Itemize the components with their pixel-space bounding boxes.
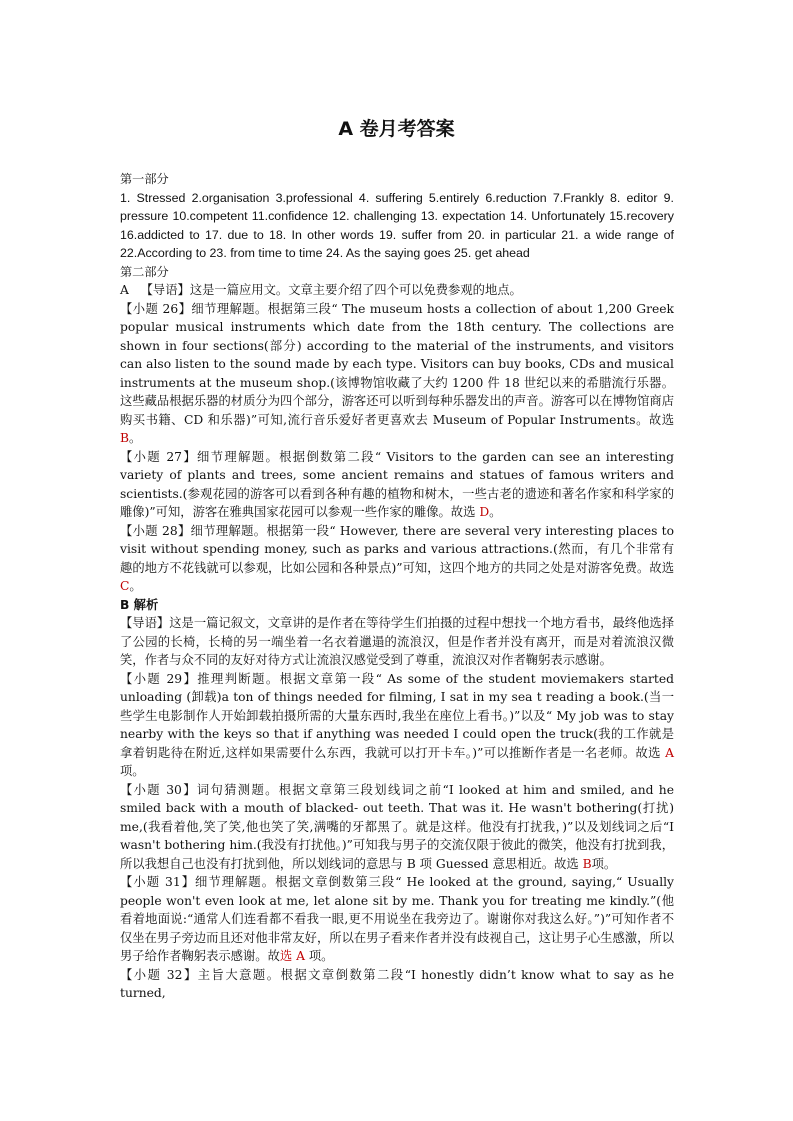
- passage-a-label: A: [120, 283, 129, 297]
- part2-heading: 第二部分: [120, 264, 169, 279]
- question-30-end: 项。: [591, 856, 617, 871]
- question-32-text: 主旨大意题。根据文章倒数第二段“I honestly didn’t know what to say as he turned,: [120, 967, 674, 1000]
- question-28-answer: C: [120, 579, 130, 593]
- question-30-text: 词句猜测题。根据文章第三段划线词之前“I looked at him and smiled, and he smiled back with a mouth of blacked- out teeth. That was it. He wasn't bothering(打扰) me,(我看着他,笑了笑,他也笑了笑,满嘴的牙都黑了。就是这样。他没有打扰我，)”以及划线词之后“I wasn't bothering him.(我没有打扰他。)”可知我与男子的交流仅限于彼此的微笑，他没有打扰到我，所以我想自己也没有打扰到他，所以划线词的意思与 B 项 Guessed 意思相近。故选: [120, 782, 674, 871]
- question-26-answer: B: [120, 431, 130, 445]
- question-28-end: 。: [129, 579, 142, 593]
- question-31-label: 【小题 31】: [120, 875, 196, 889]
- question-27-text: 细节理解题。根据倒数第二段“ Visitors to the garden can see an interesting variety of plants and trees, some ancient remains and statues of famous writers and scientists.(参观花园的游客可以看到各种有趣的植物和树木，一些古老的遗迹和著名作家和科学家的雕像)”可知，游客在雅典国家花园可以参观一些作家的雕像。故选: [120, 449, 674, 519]
- document-body: [120, 170, 674, 1003]
- question-30-answer: B: [582, 856, 592, 871]
- question-28: [120, 522, 674, 596]
- part1-answers: 1. Stressed 2.organisation 3.professional 4. suffering 5.entirely 6.reduction 7.Frankly 8. editor 9. pressure 10.competent 11.confidence 12. challenging 13. expectation 14. Unfortunately 15.recovery 16.addicted to 17. due to 18. In other words 19. suffer from 20. in particular 21. a wide range of 22.According to 23. from time to time 24. As the saying goes 25. get ahead: [120, 190, 674, 260]
- question-27: [120, 448, 674, 522]
- question-31-text: 细节理解题。根据文章倒数第三段“ He looked at the ground, saying,“ Usually people won't even look at me, let alone sit by me. Thank you for treating me kindly.”(他看着地面说:“通常人们连看都不看我一眼,更不用说坐在我旁边了。谢谢你对我这么好。”)”可知作者不仅坐在男子旁边而且还对他非常友好，所以在男子看来作者并没有歧视自己，这让男子心生感激，所以男子给作者鞠躬表示感谢。故: [120, 875, 675, 963]
- passage-b-intro: 【导语】这是一篇记叙文，文章讲的是作者在等待学生们拍摄的过程中想找一个地方看书，最终他选择了公园的长椅，长椅的另一端坐着一名衣着邋遢的流浪汉，但是作者并没有离开，而是对着流浪汉微笑，作者与众不同的友好对待方式让流浪汉感觉受到了尊重，流浪汉对作者鞠躬表示感谢。: [120, 616, 674, 667]
- question-27-answer: D: [479, 505, 490, 519]
- question-26-label: 【小题 26】: [120, 301, 192, 316]
- question-30-label: 【小题 30】: [120, 782, 197, 797]
- question-31-end: 项。: [304, 949, 334, 963]
- question-27-end: 。: [489, 505, 502, 519]
- question-32: [120, 966, 674, 1003]
- question-26: [120, 300, 674, 448]
- question-29-label: 【小题 29】: [120, 671, 198, 686]
- part1-heading: 第一部分: [120, 172, 169, 186]
- question-29-text: 推理判断题。根据文章第一段“ As some of the student moviemakers started unloading (卸载)a ton of things needed for filming, I sat in my sea t reading a book.(当一些学生电影制作人开始卸载拍摄所需的大量东西时,我坐在座位上看书。)”以及“ My job was to stay nearby with the keys so that if anything was needed I could open the truck(我的工作就是拿着钥匙待在附近,这样如果需要什么东西，我就可以打开卡车。)”可以推断作者是一名老师。故选: [120, 671, 675, 760]
- passage-a-intro-text: 【导语】这是一篇应用文。文章主要介绍了四个可以免费参观的地点。: [140, 283, 522, 297]
- passage-b-heading: B 解析: [120, 597, 159, 612]
- question-28-text: 细节理解题。根据第一段“ However, there are several very interesting places to visit without spending money, such as parks and various attractions.(然而，有几个非常有趣的地方不花钱就可以参观，比如公园和各种景点)”可知，这四个地方的共同之处是对游客免费。故选: [120, 523, 674, 575]
- question-30: [120, 781, 674, 874]
- question-31-answer: 选 A: [279, 949, 305, 963]
- passage-a-intro: [120, 281, 674, 300]
- question-29-end: 项。: [120, 764, 145, 778]
- question-27-label: 【小题 27】: [120, 449, 198, 464]
- question-29: [120, 670, 674, 781]
- page-title: A 卷月考答案: [338, 118, 455, 140]
- question-31: [120, 873, 674, 966]
- question-28-label: 【小题 28】: [120, 523, 191, 538]
- question-26-text: 细节理解题。根据第三段“ The museum hosts a collection of about 1,200 Greek popular musical instruments which date from the 18th century. The collections are shown in four sections(部分) according to the material of the instruments, and visitors can also listen to the sound made by each type. Visitors can buy books, CDs and musical instruments at the museum shop.(该博物馆收藏了大约 1200 件 18 世纪以来的希腊流行乐器。这些藏品根据乐器的材质分为四个部分，游客还可以听到每种乐器发出的声音。游客可以在博物馆商店购买书籍、CD 和乐器)”可知,流行音乐爱好者更喜欢去 Museum of Popular Instruments。故选: [120, 301, 674, 427]
- question-29-answer: A: [665, 745, 674, 760]
- question-32-label: 【小题 32】: [120, 967, 198, 982]
- question-26-end: 。: [129, 431, 142, 445]
